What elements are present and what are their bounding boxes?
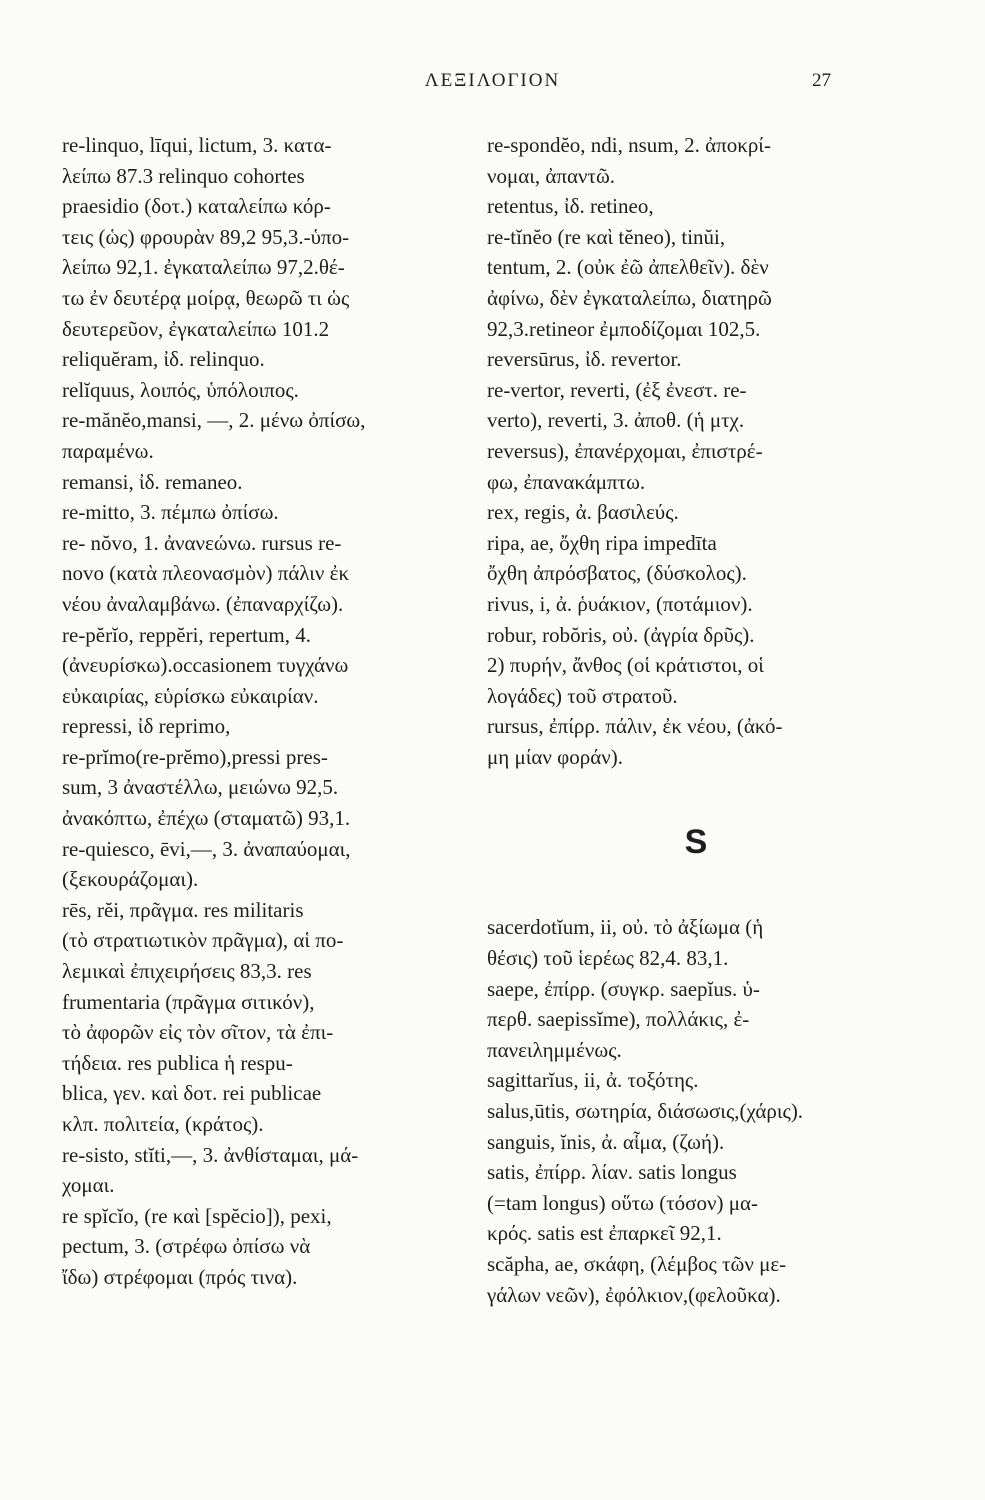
entry-line: τήδεια. res publica ἡ respu-	[62, 1050, 293, 1075]
entry-line: ἀνακόπτω, ἐπέχω (σταματῶ) 93,1.	[62, 806, 351, 831]
entry-line: saepe, ἐπίρρ. (συγκρ. saepĭus. ὑ-	[487, 976, 760, 1001]
entry-line: blica, γεν. καὶ δοτ. rei publicae	[62, 1081, 322, 1106]
entry-line: rivus, i, ἀ. ῥυάκιον, (ποτάμιον).	[487, 591, 753, 616]
entry-line: φω, ἐπανακάμπτω.	[487, 469, 646, 494]
entry-line: κρός. satis est ἐπαρκεῖ 92,1.	[487, 1221, 722, 1246]
entry-line: τὸ ἀφορῶν εἰς τὸν σῖτον, τὰ ἐπι-	[62, 1020, 334, 1045]
entry-line: παραμένω.	[62, 438, 154, 463]
entry-line: (ξεκουράζομαι).	[62, 867, 199, 892]
entry-line: λογάδες) τοῦ στρατοῦ.	[487, 683, 678, 708]
entry-line: re-mitto, 3. πέμπω ὀπίσω.	[62, 500, 279, 525]
entry-line: ἀφίνω, δὲν ἐγκαταλείπω, διατηρῶ	[487, 285, 772, 310]
entry-line: novo (κατὰ πλεονασμὸν) πάλιν ἐκ	[62, 561, 350, 586]
entry-line: scăpha, ae, σκάφη, (λέμβος τῶν με-	[487, 1252, 787, 1276]
entry-line: rursus, ἐπίρρ. πάλιν, ἐκ νέου, (ἀκό-	[487, 714, 783, 739]
entry-line: re-mănĕo,mansi, —, 2. μένω ὀπίσω,	[62, 408, 366, 433]
running-title: ΛΕΞΙΛΟΓΙΟΝ	[424, 70, 561, 91]
entry-line: sagittarĭus, ii, ἀ. τοξότης.	[487, 1068, 699, 1093]
entry-line: reliquĕram, ἰδ. relinquo.	[62, 347, 265, 372]
entry-line: λείπω 87.3 relinquo cohortes	[62, 163, 305, 188]
entry-line: relĭquus, λοιπός, ὑπόλοιπος.	[62, 377, 299, 402]
entry-line: re-prĭmo(re-prĕmo),pressi pres-	[62, 744, 328, 769]
entry-line: (=tam longus) οὕτω (τόσον) μα-	[487, 1190, 758, 1215]
entry-line: 92,3.retineor ἐμποδίζομαι 102,5.	[487, 316, 761, 341]
entry-line: γάλων νεῶν), ἐφόλκιον,(φελοῦκα).	[487, 1282, 781, 1307]
entry-line: κλπ. πολιτεία, (κράτος).	[62, 1112, 264, 1136]
entry-line: περθ. saepissĭme), πολλάκις, ἐ-	[487, 1007, 750, 1032]
left-column	[62, 130, 472, 1293]
right-column-entries-r	[487, 130, 905, 772]
entry-line: λείπω 92,1. ἐγκαταλείπω 97,2.θέ-	[62, 255, 345, 280]
entry-line: reversūrus, ἰδ. revertor.	[487, 347, 682, 372]
entry-line: νέου ἀναλαμβάνω. (ἐπαναρχίζω).	[62, 591, 344, 616]
right-column-entries-s	[487, 912, 905, 1310]
entry-line: τεις (ὡς) φρουρὰν 89,2 95,3.-ὑπο-	[62, 224, 350, 249]
entry-line: tentum, 2. (οὐκ ἐῶ ἀπελθεῖν). δὲν	[487, 255, 769, 280]
entry-line: sum, 3 ἀναστέλλω, μειώνω 92,5.	[62, 775, 339, 800]
section-letter: S	[684, 823, 708, 862]
entry-line: pectum, 3. (στρέφω ὀπίσω νὰ	[62, 1234, 311, 1259]
entry-line: λεμικαὶ ἐπιχειρήσεις 83,3. res	[62, 959, 312, 984]
entry-line: rēs, rĕi, πρᾶγμα. res militaris	[62, 897, 304, 922]
entry-line: εὐκαιρίας, εὑρίσκω εὐκαιρίαν.	[62, 683, 319, 708]
entry-line: νομαι, ἀπαντῶ.	[487, 163, 616, 188]
entry-line: re- nŏvo, 1. ἀνανεώνω. rursus re-	[62, 530, 342, 555]
entry-line: re-pĕrĭo, reppĕri, repertum, 4.	[62, 622, 311, 647]
entry-line: χομαι.	[62, 1173, 115, 1198]
entry-line: ripa, ae, ὄχθη ripa impedīta	[487, 530, 717, 555]
entry-line: sacerdotĭum, ii, οὐ. τὸ ἀξίωμα (ἡ	[487, 915, 764, 940]
entry-line: re spĭcĭo, (re καὶ [spĕcio]), pexi,	[62, 1203, 332, 1228]
page-number: 27	[812, 70, 831, 91]
entry-line: rex, regis, ἀ. βασιλεύς.	[487, 500, 679, 525]
entry-line: satis, ἐπίρρ. λίαν. satis longus	[487, 1160, 737, 1185]
entry-line: praesidio (δοτ.) καταλείπω κόρ-	[62, 194, 331, 219]
entry-line: re-quiesco, ēvi,—, 3. ἀναπαύομαι,	[62, 836, 351, 861]
entry-line: τω ἐν δευτέρᾳ μοίρᾳ, θεωρῶ τι ὡς	[62, 285, 350, 310]
entry-line: robur, robŏris, οὐ. (ἀγρία δρῦς).	[487, 622, 755, 647]
entry-line: re-linquo, līqui, lictum, 3. κατα-	[62, 133, 332, 157]
entry-line: μη μίαν φοράν).	[487, 744, 623, 769]
entry-line: δευτερεῦον, ἐγκαταλείπω 101.2	[62, 316, 330, 341]
entry-line: θέσις) τοῦ ἱερέως 82,4. 83,1.	[487, 946, 729, 971]
entry-line: re-sisto, stĭti,—, 3. ἀνθίσταμαι, μά-	[62, 1142, 359, 1167]
entry-line: verto), reverti, 3. ἀποθ. (ἡ μτχ.	[487, 408, 745, 433]
entry-line: repressi, ἰδ reprimo,	[62, 714, 231, 739]
entry-line: ὄχθη ἀπρόσβατος, (δύσκολος).	[487, 561, 747, 586]
entry-line: re-spondĕo, ndi, nsum, 2. ἀποκρί-	[487, 133, 771, 157]
entry-line: remansi, ἰδ. remaneo.	[62, 469, 243, 494]
entry-line: (τὸ στρατιωτικὸν πρᾶγμα), αἱ πο-	[62, 928, 344, 953]
entry-line: frumentaria (πρᾶγμα σιτικόν),	[62, 989, 315, 1014]
entry-line: sanguis, ĭnis, ἀ. αἷμα, (ζωή).	[487, 1129, 725, 1154]
right-column	[487, 130, 905, 1310]
entry-line: ἴδω) στρέφομαι (πρός τινα).	[62, 1264, 298, 1289]
entry-line: πανειλημμένως.	[487, 1037, 622, 1062]
entry-line: 2) πυρήν, ἄνθος (οἱ κράτιστοι, οἱ	[487, 653, 764, 678]
entry-line: re-tĭnĕo (re καὶ tĕneo), tinŭi,	[487, 224, 726, 249]
entry-line: reversus), ἐπανέρχομαι, ἐπιστρέ-	[487, 438, 763, 463]
entry-line: (ἀνευρίσκω).occasionem τυγχάνω	[62, 653, 349, 678]
entry-line: retentus, ἰδ. retineo,	[487, 194, 654, 219]
entry-line: re-vertor, reverti, (ἐξ ἐνεστ. re-	[487, 377, 747, 402]
entry-line: salus,ūtis, σωτηρία, διάσωσις,(χάρις).	[487, 1099, 804, 1124]
